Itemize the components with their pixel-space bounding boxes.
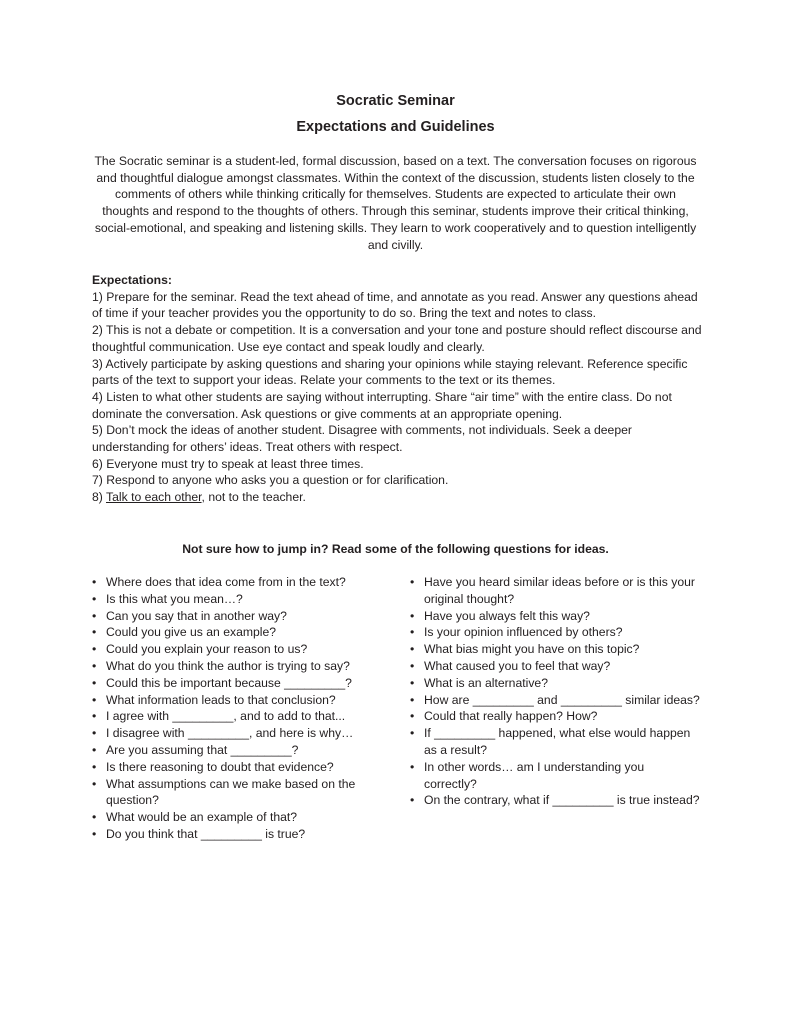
question-item [92, 591, 382, 608]
question-text: What information leads to that conclusion? [106, 692, 336, 707]
question-item [410, 708, 700, 725]
bullet-icon: • [92, 642, 97, 657]
question-text: Are you assuming that _________? [106, 742, 299, 757]
expectation-item-8 [92, 489, 702, 506]
question-item [92, 725, 382, 742]
expectation-item: 3) Actively participate by asking questions and sharing your opinions while staying relevant. Reference specific parts of the text to support your ideas. Relate your comments to the text or its themes. [92, 356, 688, 388]
question-text: What would be an example of that? [106, 810, 298, 825]
question-item [410, 641, 700, 658]
question-text: What assumptions can we make based on the question? [106, 776, 356, 808]
expectation-item: 2) This is not a debate or competition. It is a conversation and your tone and posture should reflect discourse and thoughtful communication. Use eye contact and speak loudly and clearly. [92, 323, 702, 354]
question-item [92, 641, 382, 658]
expectations-section [92, 272, 702, 506]
question-item [92, 708, 382, 725]
bullet-icon: • [92, 625, 97, 640]
bullet-icon: • [410, 575, 415, 589]
question-text: Do you think that _________ is true? [106, 826, 306, 841]
question-item [92, 759, 382, 776]
question-text: What bias might you have on this topic? [424, 642, 640, 657]
bullet-icon: • [410, 793, 415, 808]
question-text: On the contrary, what if _________ is true instead? [424, 793, 700, 808]
bullet-icon: • [92, 591, 97, 606]
questions-heading: Not sure how to jump in? Read some of the following questions for ideas. [182, 542, 609, 556]
bullet-icon: • [92, 709, 97, 724]
question-text: I disagree with _________, and here is why… [106, 726, 354, 741]
question-item [410, 574, 700, 608]
question-text: What do you think the author is trying to say? [106, 658, 350, 673]
expectation-item: 1) Prepare for the seminar. Read the text ahead of time, and annotate as you read. Answer any questions ahead of time if your teacher provides you the opportunity to do so. Bring the text and notes to class. [92, 289, 698, 321]
expectations-heading: Expectations: [92, 273, 172, 287]
bullet-icon: • [92, 658, 97, 673]
intro-paragraph: The Socratic seminar is a student-led, formal discussion, based on a text. The conversation focuses on rigorous and thoughtful dialogue amongst classmates. Within the context of the discussion, students listen closely to the comments of others while thinking critically for themselves. Students are expected to articulate their own thoughts and respond to the thoughts of others. Through this seminar, students improve their critical thinking, social-emotional, and speaking and listening skills. They learn to work cooperatively and to question intelligently and civilly. [94, 154, 697, 252]
bullet-icon: • [92, 726, 97, 741]
question-item [410, 725, 700, 759]
question-text: What is an alternative? [424, 675, 548, 690]
bullet-icon: • [410, 608, 415, 623]
question-text: If _________ happened, what else would happen as a result? [424, 726, 691, 757]
question-text: Could that really happen? How? [424, 709, 598, 724]
bullet-icon: • [92, 575, 97, 589]
bullet-icon: • [410, 692, 415, 707]
bullet-icon: • [92, 810, 97, 825]
question-item [410, 658, 700, 675]
question-item [92, 624, 382, 641]
question-text: Is there reasoning to doubt that evidence? [106, 759, 334, 774]
bullet-icon: • [92, 759, 97, 774]
question-item [410, 792, 700, 809]
question-text: Have you always felt this way? [424, 608, 590, 623]
expectation-item: 7) Respond to anyone who asks you a question or for clarification. [92, 473, 449, 488]
question-text: Could you explain your reason to us? [106, 642, 308, 657]
question-text: Could this be important because _________? [106, 675, 352, 690]
bullet-icon: • [410, 726, 415, 741]
question-item [92, 675, 382, 692]
bullet-icon: • [92, 776, 97, 791]
bullet-icon: • [92, 675, 97, 690]
question-item [92, 574, 382, 591]
question-item [92, 742, 382, 759]
question-item [92, 826, 382, 843]
bullet-icon: • [410, 709, 415, 724]
question-text: Is your opinion influenced by others? [424, 625, 623, 640]
bullet-icon: • [92, 826, 97, 841]
question-item [410, 624, 700, 641]
question-item [92, 809, 382, 826]
question-text: Where does that idea come from in the text? [106, 575, 346, 589]
question-text: What caused you to feel that way? [424, 658, 611, 673]
question-item [410, 675, 700, 692]
expectation-item: 6) Everyone must try to speak at least three times. [92, 456, 364, 471]
question-text: I agree with _________, and to add to that... [106, 709, 346, 724]
bullet-icon: • [410, 642, 415, 657]
question-text: Can you say that in another way? [106, 608, 287, 623]
bullet-icon: • [410, 759, 415, 774]
questions-list-right [410, 574, 700, 809]
expectation-item: 4) Listen to what other students are saying without interrupting. Share “air time” with the entire class. Do not dominate the conversation. Ask questions or give comments at an appropriate opening. [92, 389, 672, 421]
expectation-item-8-suffix: , not to the teacher. [201, 490, 306, 505]
question-text: How are _________ and _________ similar ideas? [424, 692, 700, 707]
question-item [410, 692, 700, 709]
expectation-item-8-prefix: 8) [92, 490, 107, 505]
bullet-icon: • [410, 658, 415, 673]
bullet-icon: • [92, 692, 97, 707]
question-text: In other words… am I understanding you correctly? [424, 759, 645, 791]
question-item [92, 658, 382, 675]
question-item [92, 608, 382, 625]
expectation-item-8-underlined: Talk to each other [106, 490, 202, 505]
question-text: Is this what you mean…? [106, 591, 243, 606]
question-item [92, 776, 382, 810]
expectation-item: 5) Don’t mock the ideas of another student. Disagree with comments, not individuals. Seek a deeper understanding for others’ ideas. Treat others with respect. [92, 423, 632, 455]
question-item [410, 608, 700, 625]
document-subtitle: Expectations and Guidelines [296, 119, 495, 135]
bullet-icon: • [410, 625, 415, 640]
bullet-icon: • [92, 742, 97, 757]
bullet-icon: • [410, 675, 415, 690]
question-text: Could you give us an example? [106, 625, 277, 640]
bullet-icon: • [92, 608, 97, 623]
document-title: Socratic Seminar [336, 93, 455, 109]
question-item [410, 759, 700, 793]
question-item [92, 692, 382, 709]
question-text: Have you heard similar ideas before or is this your original thought? [424, 575, 695, 606]
questions-list-left [92, 574, 382, 843]
